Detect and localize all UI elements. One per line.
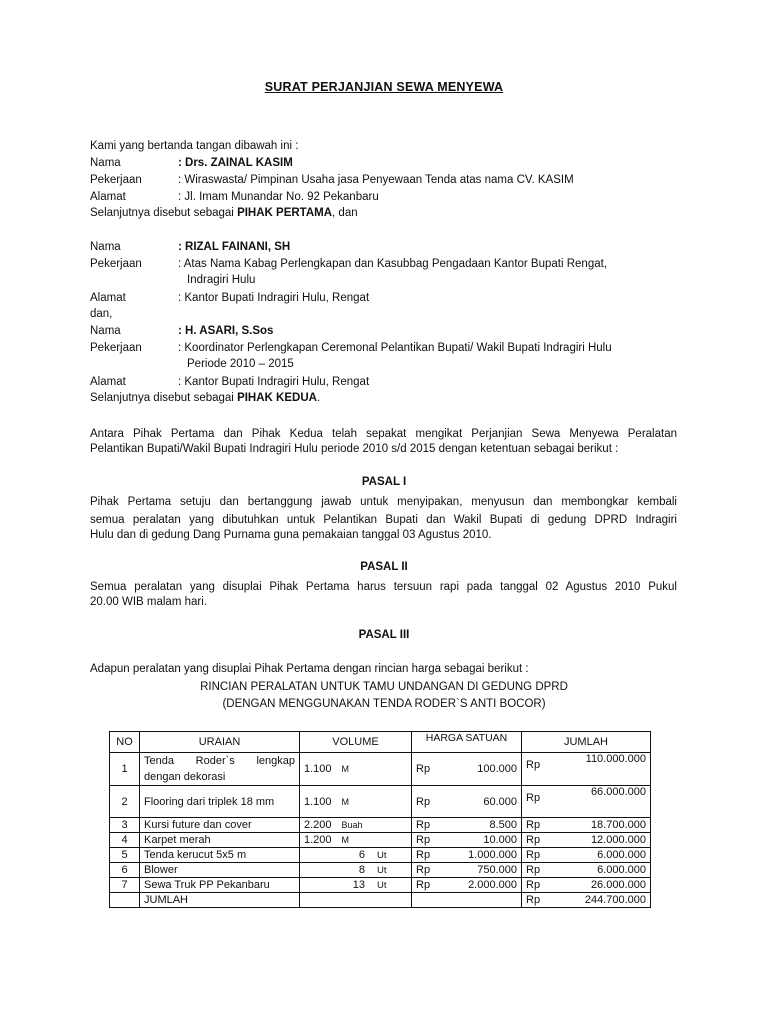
value-alamat: : Kantor Bupati Indragiri Hulu, Rengat [178, 292, 370, 304]
label-pekerjaan: Pekerjaan [90, 258, 142, 270]
pasal-3-heading: PASAL III [358, 629, 410, 641]
cell-volume: 1.100 M [300, 753, 412, 786]
cell-jumlah: Rp 6.000.000 [522, 863, 651, 878]
pasal-3-line1: Adapun peralatan yang disuplai Pihak Pertama dengan rincian harga sebagai berikut : [90, 663, 529, 675]
cell-no: 5 [110, 848, 140, 863]
pihak-kedua-statement: Selanjutnya disebut sebagai PIHAK KEDUA. [90, 392, 321, 404]
value-pekerjaan: : Koordinator Perlengkapan Ceremonal Pelantikan Bupati/ Wakil Bupati Indragiri Hulu [178, 342, 612, 354]
cell-harga: Rp 60.000 [412, 786, 522, 818]
cell-jumlah: Rp 18.700.000 [522, 818, 651, 833]
label-nama: Nama [90, 157, 121, 169]
pasal-2-heading: PASAL II [360, 561, 408, 573]
cell-volume: 2.200 Buah [300, 818, 412, 833]
label-alamat: Alamat [90, 292, 126, 304]
agreement-paragraph-line2: Pelantikan Bupati/Wakil Bupati Indragiri Hulu periode 2010 s/d 2015 dengan ketentuan sebagai berikut : [90, 443, 619, 455]
value-nama: : H. ASARI, S.Sos [178, 325, 274, 337]
table-row [110, 848, 651, 863]
cell-no: 1 [110, 753, 140, 786]
cell-harga: Rp 8.500 [412, 818, 522, 833]
table-row [110, 833, 651, 848]
cell-no: 2 [110, 786, 140, 818]
cell-harga: Rp 100.000 [412, 753, 522, 786]
value-nama: : Drs. ZAINAL KASIM [178, 157, 293, 169]
value-alamat: : Kantor Bupati Indragiri Hulu, Rengat [178, 376, 370, 388]
cell-volume [300, 893, 412, 908]
label-alamat: Alamat [90, 376, 126, 388]
value-pekerjaan-continued: Indragiri Hulu [187, 274, 256, 286]
cell-volume: 8 Ut [300, 863, 412, 878]
cell-uraian: Kursi future dan cover [140, 818, 300, 833]
cell-no: 7 [110, 878, 140, 893]
pasal-1-line1: Pihak Pertama setuju dan bertanggung jawab untuk menyipakan, menyusun dan membongkar kembali [90, 496, 677, 508]
table-row [110, 818, 651, 833]
value-pekerjaan-continued: Periode 2010 – 2015 [187, 358, 294, 370]
cell-volume: 1.200 M [300, 833, 412, 848]
total-value: Rp 244.700.000 [522, 893, 651, 908]
cell-no: 6 [110, 863, 140, 878]
cell-no: 4 [110, 833, 140, 848]
cell-no [110, 893, 140, 908]
label-nama: Nama [90, 325, 121, 337]
label-pekerjaan: Pekerjaan [90, 342, 142, 354]
total-label: JUMLAH [140, 893, 300, 908]
value-pekerjaan: : Wiraswasta/ Pimpinan Usaha jasa Penyewaan Tenda atas nama CV. KASIM [178, 174, 574, 186]
cell-jumlah: Rp 110.000.000 [522, 753, 651, 786]
intro-text: Kami yang bertanda tangan dibawah ini : [90, 140, 299, 152]
document-title: SURAT PERJANJIAN SEWA MENYEWA [264, 80, 504, 94]
cell-no: 3 [110, 818, 140, 833]
rincian-subtitle-2: (DENGAN MENGGUNAKAN TENDA RODER`S ANTI BOCOR) [222, 698, 546, 710]
cell-harga: Rp 10.000 [412, 833, 522, 848]
cell-harga: Rp 2.000.000 [412, 878, 522, 893]
pasal-1-line2: semua peralatan yang dibutuhkan untuk Pelantikan Bupati dan Wakil Bupati di gedung DPRD Indragiri [90, 514, 677, 526]
pihak-pertama-statement: Selanjutnya disebut sebagai PIHAK PERTAMA, dan [90, 207, 358, 219]
cell-harga: Rp 1.000.000 [412, 848, 522, 863]
cell-uraian: Sewa Truk PP Pekanbaru [140, 878, 300, 893]
table-row [110, 878, 651, 893]
header-volume: VOLUME [300, 732, 412, 753]
cell-volume: 6 Ut [300, 848, 412, 863]
cell-uraian: Flooring dari triplek 18 mm [140, 786, 300, 818]
cell-jumlah: Rp 26.000.000 [522, 878, 651, 893]
pasal-1-line3: Hulu dan di gedung Dang Purnama guna pemakaian tanggal 03 Agustus 2010. [90, 529, 492, 541]
rincian-subtitle-1: RINCIAN PERALATAN UNTUK TAMU UNDANGAN DI GEDUNG DPRD [200, 681, 568, 693]
label-alamat: Alamat [90, 191, 126, 203]
pasal-2-line2: 20.00 WIB malam hari. [90, 596, 207, 608]
header-uraian: URAIAN [140, 732, 300, 753]
label-nama: Nama [90, 241, 121, 253]
agreement-paragraph-line1: Antara Pihak Pertama dan Pihak Kedua telah sepakat mengikat Perjanjian Sewa Menyewa Peralatan [90, 428, 677, 440]
header-no: NO [110, 732, 140, 753]
pasal-1-heading: PASAL I [361, 476, 407, 488]
label-pekerjaan: Pekerjaan [90, 174, 142, 186]
table-row [110, 863, 651, 878]
pasal-2-line1: Semua peralatan yang disuplai Pihak Pertama harus tersuun rapi pada tanggal 02 Agustus 2010 Pukul [90, 581, 677, 593]
cell-uraian: Blower [140, 863, 300, 878]
header-jumlah: JUMLAH [522, 732, 651, 753]
value-pekerjaan: : Atas Nama Kabag Perlengkapan dan Kasubbag Pengadaan Kantor Bupati Rengat, [178, 258, 608, 270]
rincian-table [109, 731, 651, 908]
value-alamat: : Jl. Imam Munandar No. 92 Pekanbaru [178, 191, 379, 203]
header-harga-satuan: HARGA SATUAN [412, 732, 522, 753]
cell-harga: Rp 750.000 [412, 863, 522, 878]
cell-uraian: Karpet merah [140, 833, 300, 848]
table-total-row [110, 893, 651, 908]
value-nama: : RIZAL FAINANI, SH [178, 241, 291, 253]
cell-harga [412, 893, 522, 908]
cell-volume: 13 Ut [300, 878, 412, 893]
table-row [110, 786, 651, 818]
cell-jumlah: Rp 6.000.000 [522, 848, 651, 863]
table-header-row [110, 732, 651, 753]
cell-jumlah: Rp 66.000.000 [522, 786, 651, 818]
dan-text: dan, [90, 308, 113, 320]
cell-volume: 1.100 M [300, 786, 412, 818]
cell-uraian: Tenda kerucut 5x5 m [140, 848, 300, 863]
table-row [110, 753, 651, 786]
cell-jumlah: Rp 12.000.000 [522, 833, 651, 848]
cell-uraian: Tenda Roder`s lengkap dengan dekorasi [140, 753, 300, 786]
